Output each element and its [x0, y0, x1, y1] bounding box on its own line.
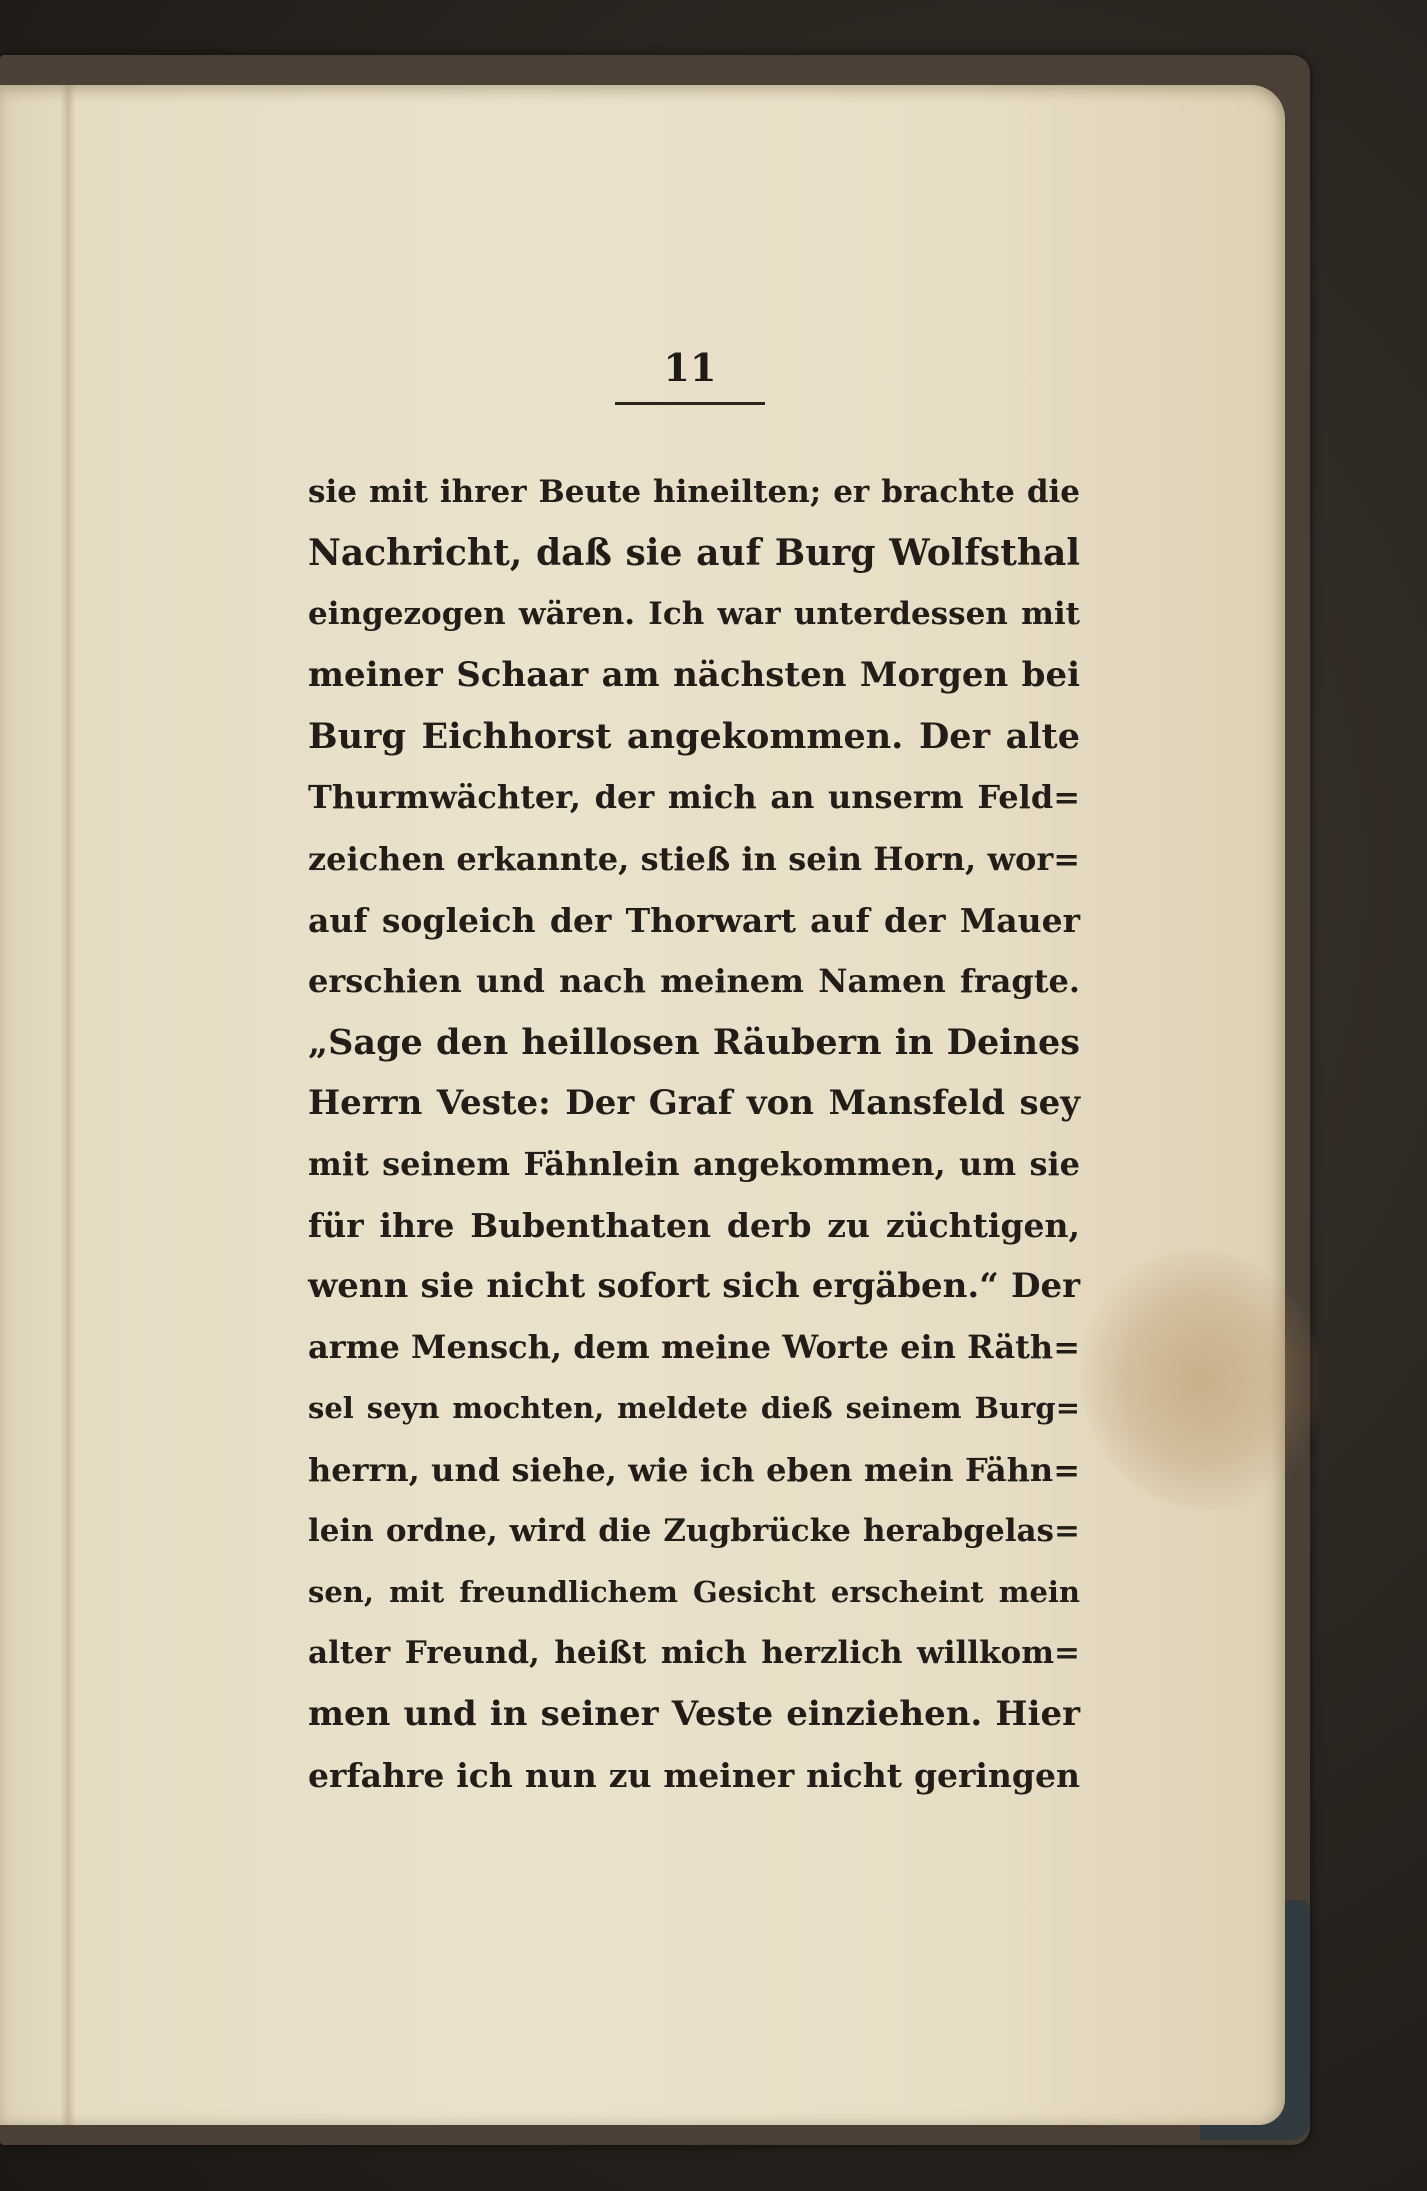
text-line: arme Mensch, dem meine Worte ein Räth=: [308, 1328, 1080, 1367]
text-line: men und in seiner Veste einziehen. Hier: [308, 1693, 1080, 1734]
text-line: Nachricht, daß sie auf Burg Wolfsthal: [308, 532, 1080, 575]
text-line: sen, mit freundlichem Gesicht erscheint mein: [308, 1574, 1080, 1609]
text-line: lein ordne, wird die Zugbrücke herabgelas=: [308, 1512, 1080, 1549]
text-line: sel seyn mochten, meldete dieß seinem Burg=: [308, 1391, 1080, 1426]
text-line: zeichen erkannte, stieß in sein Horn, wor=: [308, 839, 1080, 878]
text-line: alter Freund, heißt mich herzlich willkom=: [308, 1634, 1080, 1671]
text-line: herrn, und siehe, wie ich eben mein Fähn=: [308, 1450, 1080, 1489]
body-text: [308, 462, 1080, 1806]
text-line: auf sogleich der Thorwart auf der Mauer: [308, 900, 1080, 940]
text-line: Burg Eichhorst angekommen. Der alte: [308, 716, 1080, 758]
text-line: mit seinem Fähnlein angekommen, um sie: [308, 1145, 1080, 1184]
text-line: Thurmwächter, der mich an unserm Feld=: [308, 778, 1080, 817]
page-number-rule: [615, 402, 765, 405]
page-gutter: [60, 85, 76, 2125]
text-line: eingezogen wären. Ich war unterdessen mit: [308, 596, 1080, 633]
page-number: 11: [663, 345, 717, 390]
text-line: sie mit ihrer Beute hineilten; er brachte die: [308, 474, 1080, 510]
text-line: erschien und nach meinem Namen fragte.: [308, 961, 1080, 1000]
text-line: meiner Schaar am nächsten Morgen bei: [308, 655, 1080, 696]
text-line: für ihre Bubenthaten derb zu züchtigen,: [308, 1206, 1080, 1246]
text-line: wenn sie nicht sofort sich ergäben.“ Der: [308, 1266, 1080, 1307]
text-line: erfahre ich nun zu meiner nicht geringen: [308, 1755, 1080, 1795]
text-line: „Sage den heillosen Räubern in Deines: [308, 1021, 1080, 1063]
text-line: Herrn Veste: Der Graf von Mansfeld sey: [308, 1082, 1080, 1123]
